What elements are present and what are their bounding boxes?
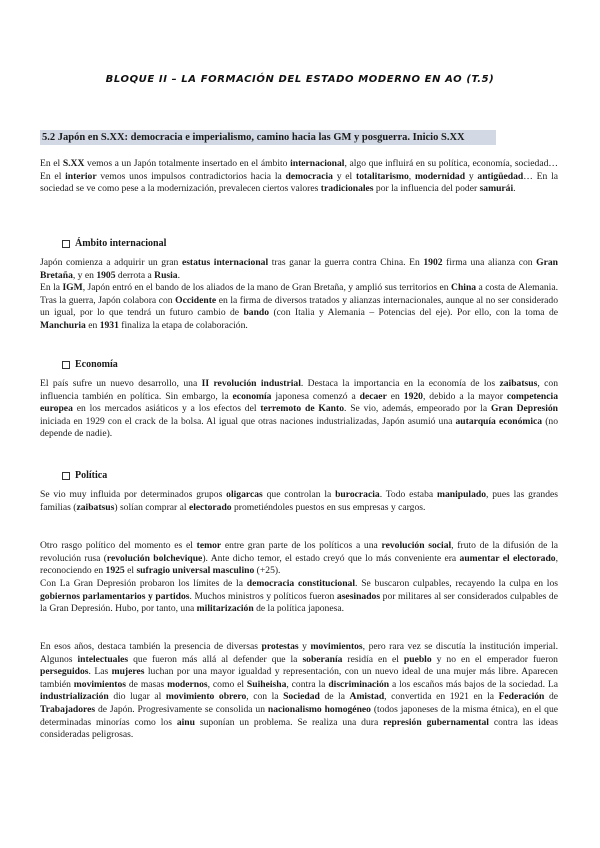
bold-run: estatus internacional <box>181 257 269 268</box>
text-run: , como el <box>207 678 247 690</box>
text-run: vemos a un Japón totalmente insertado en el ámbito <box>84 158 291 169</box>
text-run: (+25). <box>254 565 281 577</box>
text-run: , contra la <box>286 678 329 690</box>
bold-run: terremoto de Kanto <box>260 403 344 415</box>
bold-run: militarización <box>196 603 254 615</box>
text-run: . Muchos ministros y políticos fueron <box>189 590 337 602</box>
bold-run: aumentar el electorado <box>459 552 556 564</box>
bold-run: internacional <box>290 158 345 169</box>
section-title: 5.2 Japón en S.XX: democracia e imperialismo, camino hacia las GM y posguerra. Inicio S.XX <box>40 130 496 145</box>
text-run: residía en el <box>342 653 404 665</box>
text-run: (no depende de nadie). <box>40 415 559 440</box>
text-run: de Japón. Progresivamente se consolida un <box>95 703 268 715</box>
text-run: en la firma de diversos tratados y alianzas internacionales, aunque al no ser considerado un igual, por lo que tendrá un futuro cambio de <box>40 294 558 319</box>
text-run: contra las ideas consideradas peligrosas. <box>40 716 558 741</box>
text-run: tras ganar la guerra contra China. En <box>268 257 424 268</box>
text-run: de la política japonesa. <box>253 603 344 615</box>
text-run: . Todo estaba <box>379 489 437 500</box>
text-run: , reconociendo en <box>40 552 558 577</box>
text-run: Con La Gran Depresión probaron los límites de la <box>40 578 247 589</box>
bold-run: manipulado <box>436 489 487 500</box>
text-run: Japón comienza a adquirir un gran <box>40 257 182 268</box>
text-run: prometiéndoles puestos en sus empresas y cargos. <box>231 501 426 513</box>
text-run: finaliza la etapa de colaboración. <box>118 319 248 331</box>
bold-run: Gran Bretaña <box>40 257 558 281</box>
text-run: suponían un problema. Se realiza una dura <box>194 716 384 728</box>
text-run: . Se buscaron culpables, recayendo la culpa en los <box>355 578 558 589</box>
bold-run: decaer <box>359 390 387 402</box>
bold-run: zaibatsus <box>499 378 538 389</box>
bold-run: sufragio universal masculino <box>136 565 255 577</box>
bold-run: movimiento obrero <box>165 691 247 703</box>
bold-run: zaibatsus <box>76 501 115 513</box>
checkbox-icon <box>62 240 70 248</box>
checkbox-icon <box>62 472 70 480</box>
text-run: . Se vio, además, empeorado por la <box>344 403 491 415</box>
text-run: ) solían comprar al <box>114 501 189 513</box>
bold-run: discriminación <box>328 678 390 690</box>
bold-run: modernos <box>167 678 208 690</box>
bold-run: 1905 <box>96 269 116 281</box>
text-run: dio lugar al <box>108 691 166 703</box>
text-run: en <box>85 319 100 331</box>
text-run: por militares al ser considerados culpables de la Gran Depresión. Hubo, por tanto, una <box>40 590 558 615</box>
bold-run: perseguidos <box>40 666 89 678</box>
bold-run: revolución social <box>381 540 452 551</box>
heading-economia <box>62 358 118 371</box>
bold-run: Trabajadores <box>40 703 96 715</box>
bold-run: temor <box>196 540 222 551</box>
bold-run: democracia <box>285 170 333 182</box>
bold-run: democracia constitucional <box>246 578 356 589</box>
text-run: Otro rasgo político del momento es el <box>40 540 197 551</box>
intro-paragraph <box>40 158 558 196</box>
text-run: , algo que influirá en su política, economía, sociedad… En el <box>40 158 558 182</box>
text-run: y <box>298 641 311 652</box>
bold-run: gobiernos parlamentarios y partidos <box>40 590 190 602</box>
bold-run: pueblo <box>403 653 432 665</box>
text-run: , convertida en 1921 en la <box>384 691 499 703</box>
bold-run: autarquía económica <box>455 415 543 427</box>
politica-paragraph-1 <box>40 489 558 514</box>
text-run: ). Ante dicho temor, el estado creyó que lo más conveniente era <box>202 552 460 564</box>
bold-run: II revolución industrial <box>201 378 301 389</box>
bold-run: movimientos <box>310 641 363 652</box>
bold-run: electorado <box>188 501 232 513</box>
bold-run: 1902 <box>423 257 443 268</box>
bold-run: samurái <box>479 183 514 195</box>
text-run: de <box>544 691 558 703</box>
text-run: , pues las grandes familias ( <box>40 489 558 513</box>
bold-run: represión gubernamental <box>383 716 489 728</box>
bold-run: Federación <box>498 691 545 703</box>
bold-run: mujeres <box>111 666 145 678</box>
bold-run: Occidente <box>175 294 217 306</box>
text-run: , pero rara vez se discutía la institución imperial. Algunos <box>40 641 558 665</box>
heading-label: Política <box>75 470 108 481</box>
text-run: entre gran parte de los políticos a una <box>221 540 382 551</box>
bold-run: Suiheisha <box>246 678 287 690</box>
bold-run: China <box>451 282 477 293</box>
bold-run: bando <box>243 307 270 319</box>
text-run: y el <box>332 170 356 182</box>
text-run: firma una alianza con <box>442 257 537 268</box>
bold-run: nacionalismo homogéneo <box>267 703 371 715</box>
bold-run: totalitarismo <box>356 170 409 182</box>
text-run: iniciada en 1929 con el crack de la bolsa. Al igual que otras naciones industrializadas, Japón asumió una <box>40 415 456 427</box>
text-run: en <box>386 390 404 402</box>
bold-run: 1931 <box>99 319 119 331</box>
bold-run: burocracia <box>335 489 380 500</box>
heading-label: Ámbito internacional <box>75 238 167 249</box>
text-run: derrota a <box>115 269 155 281</box>
bold-run: intelectuales <box>77 653 129 665</box>
bold-run: oligarcas <box>226 489 263 500</box>
bloque-header: BLOQUE II – LA FORMACIÓN DEL ESTADO MODERNO EN AO (T.5) <box>105 74 495 85</box>
text-run: (todos japoneses de la misma étnica), en el que determinadas minorías como los <box>40 703 559 728</box>
text-run: de masas <box>126 678 168 690</box>
bold-run: asesinados <box>336 590 381 602</box>
bold-run: movimientos <box>73 678 127 690</box>
politica-paragraph-2 <box>40 540 558 578</box>
text-run: , Japón entró en el bando de los aliados de la mano de Gran Bretaña, y amplió sus territorios en <box>82 282 452 293</box>
text-run: , con la <box>246 691 284 703</box>
text-run: , y en <box>72 269 97 281</box>
text-run: El país sufre un nuevo desarrollo, una <box>40 378 202 389</box>
bold-run: Sociedad <box>283 691 320 703</box>
bold-run: Manchuria <box>40 319 86 331</box>
bold-run: ainu <box>176 716 195 728</box>
bold-run: Amistad <box>349 691 385 703</box>
text-run: por la influencia del poder <box>373 183 480 195</box>
text-run: . <box>177 269 181 281</box>
politica-paragraph-3 <box>40 578 558 616</box>
text-run: luchan por una mayor igualdad y representación, con un nuevo ideal de una mujer más libre. Aparecen también <box>40 666 558 690</box>
text-run: , fruto de la difusión de la revolución rusa ( <box>40 540 558 564</box>
text-run: japonesa comenzó a <box>271 390 360 402</box>
economia-paragraph <box>40 378 558 441</box>
text-run: el <box>124 565 137 577</box>
bold-run: Rusia <box>154 269 178 281</box>
bold-run: competencia europea <box>40 390 558 415</box>
text-run: En el <box>40 158 63 169</box>
internacional-paragraph-2 <box>40 282 558 332</box>
heading-internacional <box>62 237 166 250</box>
text-run: y no en el emperador fueron <box>431 653 558 665</box>
text-run: que controlan la <box>262 489 336 500</box>
text-run: vemos unos impulsos contradictorios hacia la <box>96 170 286 182</box>
text-run: En la <box>40 282 63 293</box>
text-run: a los escaños más bajos de la sociedad. La <box>389 678 558 690</box>
bold-run: revolución bolchevique <box>106 552 203 564</box>
text-run: , con influencia también en política. Sin embargo, la <box>40 378 558 402</box>
heading-politica <box>62 469 107 482</box>
text-run: de la <box>319 691 350 703</box>
text-run: Se vio muy influida por determinados grupos <box>40 489 227 500</box>
text-run: (con Italia y Alemania – Potencias del eje). Por ello, con la toma de <box>269 307 559 319</box>
bold-run: interior <box>65 170 97 182</box>
internacional-paragraph-1 <box>40 257 558 282</box>
text-run: , debido a la mayor <box>422 390 507 402</box>
text-run: . Destaca la importancia en la economía de los <box>300 378 500 389</box>
bold-run: economía <box>232 390 272 402</box>
text-run: , <box>408 170 415 182</box>
text-run: que fueron más allá al defender que la <box>128 653 303 665</box>
text-run: En esos años, destaca también la presencia de diversas <box>40 641 262 652</box>
bold-run: S.XX <box>62 158 85 169</box>
bold-run: modernidad <box>414 170 466 182</box>
bold-run: 1920 <box>403 390 423 402</box>
bold-run: IGM <box>62 282 83 293</box>
checkbox-icon <box>62 361 70 369</box>
bold-run: soberanía <box>302 653 343 665</box>
text-run: a costa de Alemania. Tras la guerra, Japón colabora con <box>40 282 558 306</box>
text-run: y <box>465 170 478 182</box>
bold-run: tradicionales <box>320 183 374 195</box>
sociedad-paragraph <box>40 641 558 742</box>
text-run: . Las <box>88 666 112 678</box>
heading-label: Economía <box>75 359 118 370</box>
bold-run: protestas <box>261 641 299 652</box>
bold-run: Gran Depresión <box>490 403 559 415</box>
bold-run: antigüedad <box>477 170 524 182</box>
text-run: en los mercados asiáticos y a los efectos del <box>72 403 261 415</box>
text-run: … En la sociedad se ve como pese a la modernización, prevalecen ciertos valores <box>40 170 558 195</box>
text-run: . <box>513 183 516 195</box>
bold-run: 1925 <box>105 565 125 577</box>
bold-run: industrialización <box>40 691 109 703</box>
